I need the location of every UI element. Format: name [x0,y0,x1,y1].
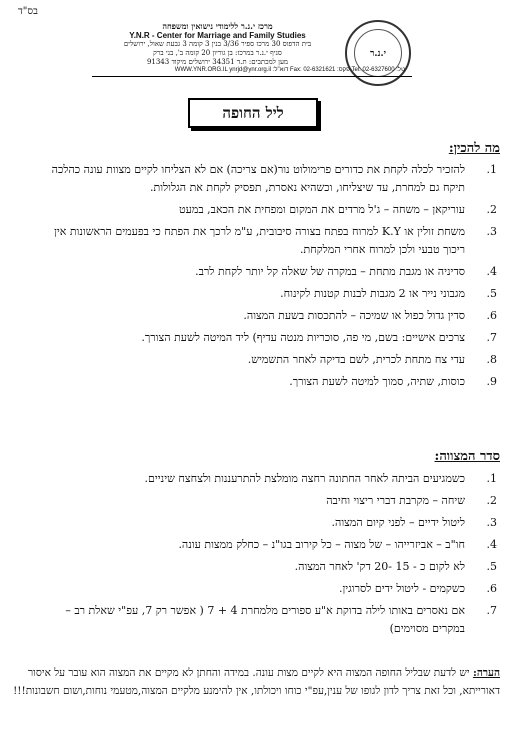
letterhead [95,22,340,67]
item-text: כשמגיעים הביתה לאחר החתונה רחצה מומלצת להתרעננות ולצחצח שיניים. [144,472,465,485]
item-text: כוסות, שתיה, סמוך למיטה לשעת הצורך. [289,375,465,388]
item-number: 2. [486,203,497,216]
item-number: 9. [486,375,497,388]
list-item [32,373,497,391]
list-item [32,161,497,197]
item-text: מגבוני נייר או 2 מגבות לבנות קטנות לקינוח. [280,287,465,300]
item-number: 7. [486,604,497,617]
list-item [32,492,497,510]
item-text: עדי צח מתחת לכרית, לשם בדיקה לאחר התשמיש. [247,353,465,366]
item-text: משחת זולין או K.Y למרוח בפתח בצורה סיבובית, ע"מ לרכך את הפתח כי בפעמים הראשונות אין ריכוך טבעי ולכן למרוח אחרי המלקחת. [54,225,465,256]
item-number: 4. [486,538,497,551]
list-item [32,351,497,369]
address-line-2: סניף י.נ.ר במרכז: בן גוריון 20 קומה ב', בני ברק [153,49,282,57]
page-title: ליל החופה [188,98,318,128]
note-paragraph [10,664,500,700]
list-item [32,514,497,532]
list-item [32,580,497,598]
contact-line: WWW.YNR.ORG.IL ynrjd@ynr.org.il :דוא"ל Fax: 02-6321621 :פקס Tel: 02-6327600 :טל [174,67,405,73]
item-number: 5. [486,287,497,300]
header-rule [92,76,412,77]
prepare-list [32,161,497,395]
english-org-name: Y.N.R - Center for Marriage and Family Studies [129,31,306,40]
item-number: 3. [486,225,497,238]
list-item [32,558,497,576]
item-text: אם נאסרים באותו לילה בדוקת א"ע ספורים מלמחרת 4 + 7 ( אפשר רק 7, עפ"י שאלת רב – במקרים מסוימים) [65,604,465,635]
section-heading-order: סדר המצווה: [434,449,500,464]
item-text: עוריקאן – משחה – ג'ל מרדים את המקום ומפחית את הכאב, במעט [178,203,465,216]
item-text: שיחה – מקרבת דברי ריצוי וחיבה [326,494,465,507]
item-text: חו"ב – אביזרייהו – של מצוה – כל קירוב בגו"נ – כחלק ממצות עונה. [178,538,465,551]
address-line-1: בית הדפוס 30 מרכז ספיר 3/36 בנין 3 קומה 3 גבעת שאול, ירושלים [123,40,312,48]
item-number: 7. [486,331,497,344]
list-item [32,307,497,325]
item-number: 6. [486,309,497,322]
item-number: 2. [486,494,497,507]
item-text: סדין גדול כפול או שמיכה – להתכסות בשעת המצוה. [243,309,465,322]
item-number: 5. [486,560,497,573]
order-list [32,470,497,642]
address-line-3: מען למכתבים: ת.ד 34351 ירושלים מיקוד 91343 [146,58,289,66]
item-text: לא לקום כ - 15 -20 דק' לאחר המצוה. [294,560,465,573]
item-number: 1. [486,472,497,485]
item-text: ליטול ידיים – לפני קיום המצוה. [331,516,465,529]
list-item [32,285,497,303]
bsd-mark: בס"ד [18,6,38,17]
list-item [32,201,497,219]
item-number: 6. [486,582,497,595]
list-item [32,329,497,347]
note-label: הערה: [472,667,500,679]
list-item [32,263,497,281]
item-text: כשקמים - ליטול ידים לסרוגין. [338,582,465,595]
logo-text: י.נ.ר [354,29,402,77]
list-item [32,602,497,638]
item-number: 3. [486,516,497,529]
item-text: להזכיר לכלה לקחת את כדורים פרימולוט נור(אם צריכה) אם לא הצליחו לקיים מצוות עונה כהלכה תיקח גם למחרת, עד שיצליחו, וכשהיא נאסרת, תפסיק לקחת את הגלולות. [51,163,465,194]
item-number: 4. [486,265,497,278]
list-item [32,470,497,488]
hebrew-org-name: מרכז י.נ.ר ללימודי נישואין ומשפחה [162,21,273,31]
item-text: צרכים אישיים: בשם, מי פה, סוכריות מנטה עדיף) ליד המיטה לשעת הצורך. [141,331,465,344]
item-number: 8. [486,353,497,366]
item-text: סדיניה או מגבת מתחת – במקרה של שאלה קל יותר לקחת לרב. [195,265,465,278]
list-item [32,536,497,554]
note-text: יש לדעת שבליל החופה המצוה היא לקיים מצות עונה. במידה והחתן לא מקיים את המצוה הוא עובר על איסור דאורייתא, וכל זאת צריך לדון לגופו של ענין,עפ"י כוחו ויכולתו, אין להימנע מלקיים המצוה,מטעמי נוחות,ושום חשבונות!!! [13,667,500,697]
section-heading-prepare: מה להכין: [448,141,500,156]
item-number: 1. [486,163,497,176]
list-item [32,223,497,259]
